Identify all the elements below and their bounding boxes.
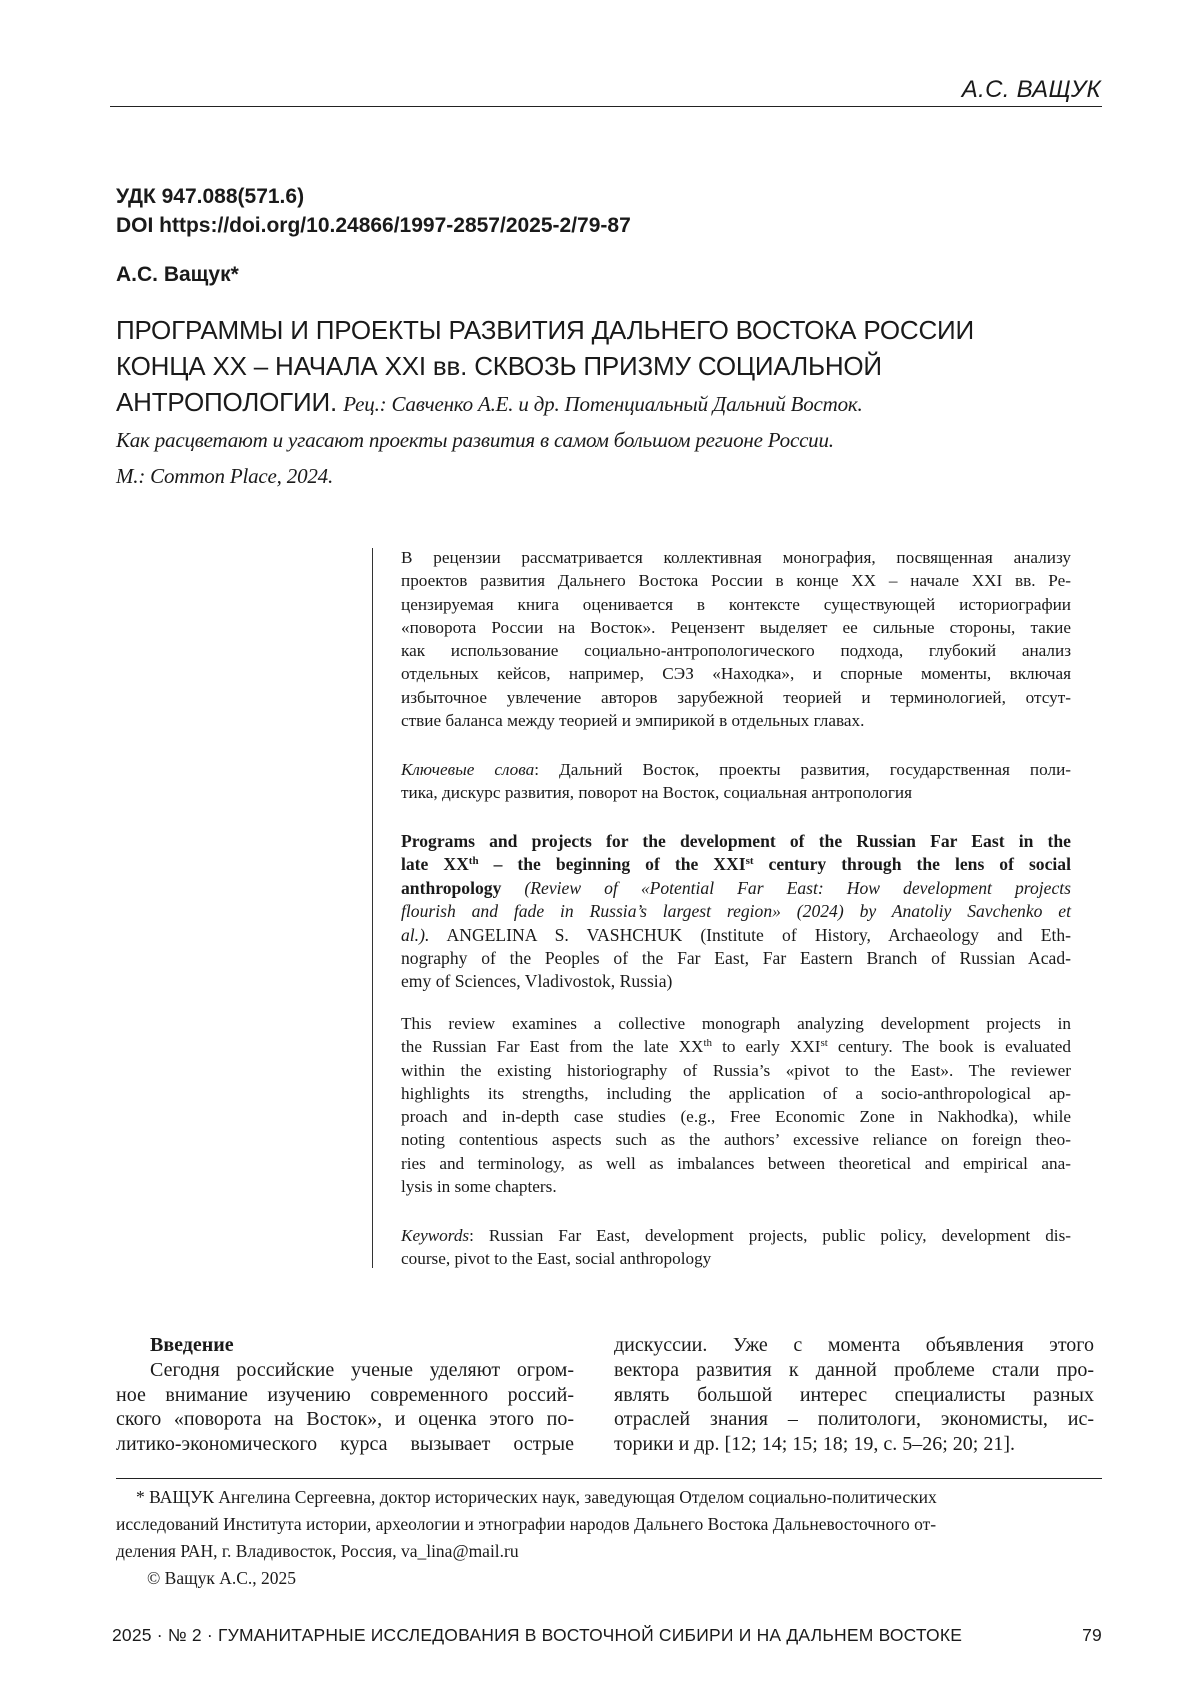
superscript: th	[703, 1037, 713, 1050]
top-rule	[110, 106, 1102, 107]
superscript: st	[820, 1037, 828, 1050]
abstract-en	[401, 1012, 1071, 1198]
en-author-affiliation: nography of the Peoples of the Far East, Far Eastern Branch of Russian Acad-	[401, 948, 1071, 969]
keywords-en-line: course, pivot to the East, social anthropology	[401, 1249, 712, 1269]
journal-issue-title: 2025 · № 2 · ГУМАНИТАРНЫЕ ИССЛЕДОВАНИЯ В ВОСТОЧНОЙ СИБИРИ И НА ДАЛЬНЕМ ВОСТОКЕ	[112, 1625, 963, 1645]
superscript: th	[468, 855, 479, 868]
footnote-rule	[116, 1478, 1102, 1479]
abstract-en-part: century. The book is evaluated	[827, 1037, 1071, 1057]
body-text-line: ского «поворота на Восток», и оценка этого по-	[116, 1408, 574, 1431]
section-heading-introduction: Введение	[150, 1334, 234, 1356]
abstract-ru-line: «поворота России на Восток». Рецензент выделяет ее сильные стороны, такие	[401, 617, 1071, 637]
en-author-affiliation: ANGELINA S. VASHCHUK (Institute of History, Archaeology and Eth-	[429, 924, 1071, 945]
title-line-3: АНТРОПОЛОГИИ.	[116, 387, 337, 417]
udk-doi-block	[116, 182, 631, 240]
abstract-en-line: This review examines a collective monograph analyzing development projects in	[401, 1014, 1071, 1033]
abstract-en-line: within the existing historiography of Russia’s «pivot to the East». The reviewer	[401, 1060, 1071, 1080]
abstract-ru-line: проектов развития Дальнего Востока России в конце XX – начале XXI вв. Ре-	[401, 571, 1071, 591]
title-line-2: КОНЦА XX – НАЧАЛА XXI вв. СКВОЗЬ ПРИЗМУ СОЦИАЛЬНОЙ	[116, 351, 882, 381]
body-text-line: являть большой интерес специалисты разных	[614, 1383, 1094, 1406]
abstract-side-rule	[372, 548, 373, 1268]
footnote-line: исследований Института истории, археологии и этнографии народов Дальнего Востока Дальневосточного от-	[116, 1514, 937, 1534]
body-text-line: отраслей знания – политологи, экономисты, ис-	[614, 1408, 1094, 1431]
reviewed-book-ref: Рец.: Савченко А.Е. и др. Потенциальный Дальний Восток.	[343, 392, 863, 416]
keywords-ru-line: : Дальний Восток, проекты развития, государственная поли-	[534, 760, 1071, 779]
en-title-part: anthropology	[401, 877, 502, 898]
en-review-ref: (Review of «Potential Far East: How development projects	[501, 877, 1071, 898]
footnote-line: * ВАЩУК Ангелина Сергеевна, доктор исторических наук, заведующая Отделом социально-политических	[136, 1487, 937, 1507]
copyright-notice: © Ващук А.С., 2025	[147, 1568, 297, 1588]
abstract-ru	[401, 546, 1071, 732]
abstract-ru-line: как использование социально-антропологического подхода, глубокий анализ	[401, 641, 1071, 661]
reviewed-book-subtitle: Как расцветают и угасают проекты развития в самом большом регионе России.	[116, 428, 834, 452]
en-title-part: – the beginning of the XXI	[478, 854, 746, 875]
abstract-en-line: ries and terminology, as well as imbalances between theoretical and empirical ana-	[401, 1153, 1071, 1173]
body-text-line: Сегодня российские ученые уделяют огром-	[150, 1358, 574, 1381]
reviewed-book-publisher: М.: Common Place, 2024.	[116, 464, 334, 488]
article-title	[116, 312, 1106, 494]
udk-code: УДК 947.088(571.6)	[116, 185, 305, 208]
body-text-line: ное внимание изучению современного россий-	[116, 1383, 574, 1406]
author-footnote	[116, 1484, 1102, 1592]
running-head: А.С. ВАЩУК	[961, 76, 1101, 103]
page-footer	[112, 1625, 1102, 1646]
keywords-en	[401, 1224, 1071, 1271]
author-name: А.С. Ващук*	[116, 263, 239, 286]
title-line-1: ПРОГРАММЫ И ПРОЕКТЫ РАЗВИТИЯ ДАЛЬНЕГО ВОСТОКА РОССИИ	[116, 315, 975, 345]
body-text-line-citations: торики и др. [12; 14; 15; 18; 19, с. 5–26; 20; 21].	[614, 1433, 1016, 1456]
body-text-line: дискуссии. Уже с момента объявления этого	[614, 1334, 1094, 1356]
body-text-line: вектора развития к данной проблеме стали про-	[614, 1358, 1094, 1381]
keywords-en-line: : Russian Far East, development projects, public policy, development dis-	[469, 1226, 1071, 1245]
footnote-line-email[interactable]: деления РАН, г. Владивосток, Россия, va_lina@mail.ru	[116, 1541, 519, 1561]
body-column-left	[116, 1333, 574, 1457]
en-title-part: century through the lens of social	[753, 854, 1071, 875]
abstract-en-line: proach and in-depth case studies (e.g., Free Economic Zone in Nakhodka), while	[401, 1107, 1071, 1127]
page-number: 79	[1082, 1625, 1102, 1645]
en-review-ref: al.).	[401, 924, 430, 945]
abstract-en-part: to early XXI	[712, 1037, 821, 1057]
abstract-en-line: highlights its strengths, including the application of a socio-anthropological ap-	[401, 1083, 1071, 1103]
en-title-line: Programs and projects for the development of the Russian Far East in the	[401, 831, 1071, 851]
en-title-part: late XX	[401, 854, 469, 875]
keywords-ru	[401, 758, 1071, 805]
doi-link[interactable]: DOI https://doi.org/10.24866/1997-2857/2025-2/79-87	[116, 214, 631, 237]
abstract-ru-line: отдельных кейсов, например, СЭЗ «Находка», и спорные моменты, включая	[401, 664, 1071, 684]
abstract-ru-line: цензируемая книга оценивается в контексте существующей историографии	[401, 594, 1071, 614]
superscript: st	[745, 855, 754, 868]
abstract-ru-line: В рецензии рассматривается коллективная монография, посвященная анализу	[401, 548, 1071, 567]
english-title	[401, 830, 1071, 994]
body-column-right	[614, 1333, 1094, 1457]
body-text-line: литико-экономического курса вызывает острые	[116, 1433, 574, 1456]
keywords-ru-line: тика, дискурс развития, поворот на Восток, социальная антропология	[401, 783, 913, 803]
abstract-ru-line: ствие баланса между теорией и эмпирикой в отдельных главах.	[401, 711, 865, 731]
abstract-en-part: the Russian Far East from the late XX	[401, 1037, 704, 1057]
abstract-ru-line: избыточное увлечение авторов зарубежной теорией и терминологией, отсут-	[401, 687, 1071, 707]
keywords-ru-label: Ключевые слова	[401, 760, 535, 779]
en-author-affiliation: emy of Sciences, Vladivostok, Russia)	[401, 971, 673, 992]
abstract-en-line: lysis in some chapters.	[401, 1177, 557, 1197]
abstract-en-line: noting contentious aspects such as the authors’ excessive reliance on foreign theo-	[401, 1130, 1071, 1150]
keywords-en-label: Keywords	[401, 1226, 470, 1245]
en-review-ref: flourish and fade in Russia’s largest region» (2024) by Anatoliy Savchenko et	[401, 901, 1071, 922]
